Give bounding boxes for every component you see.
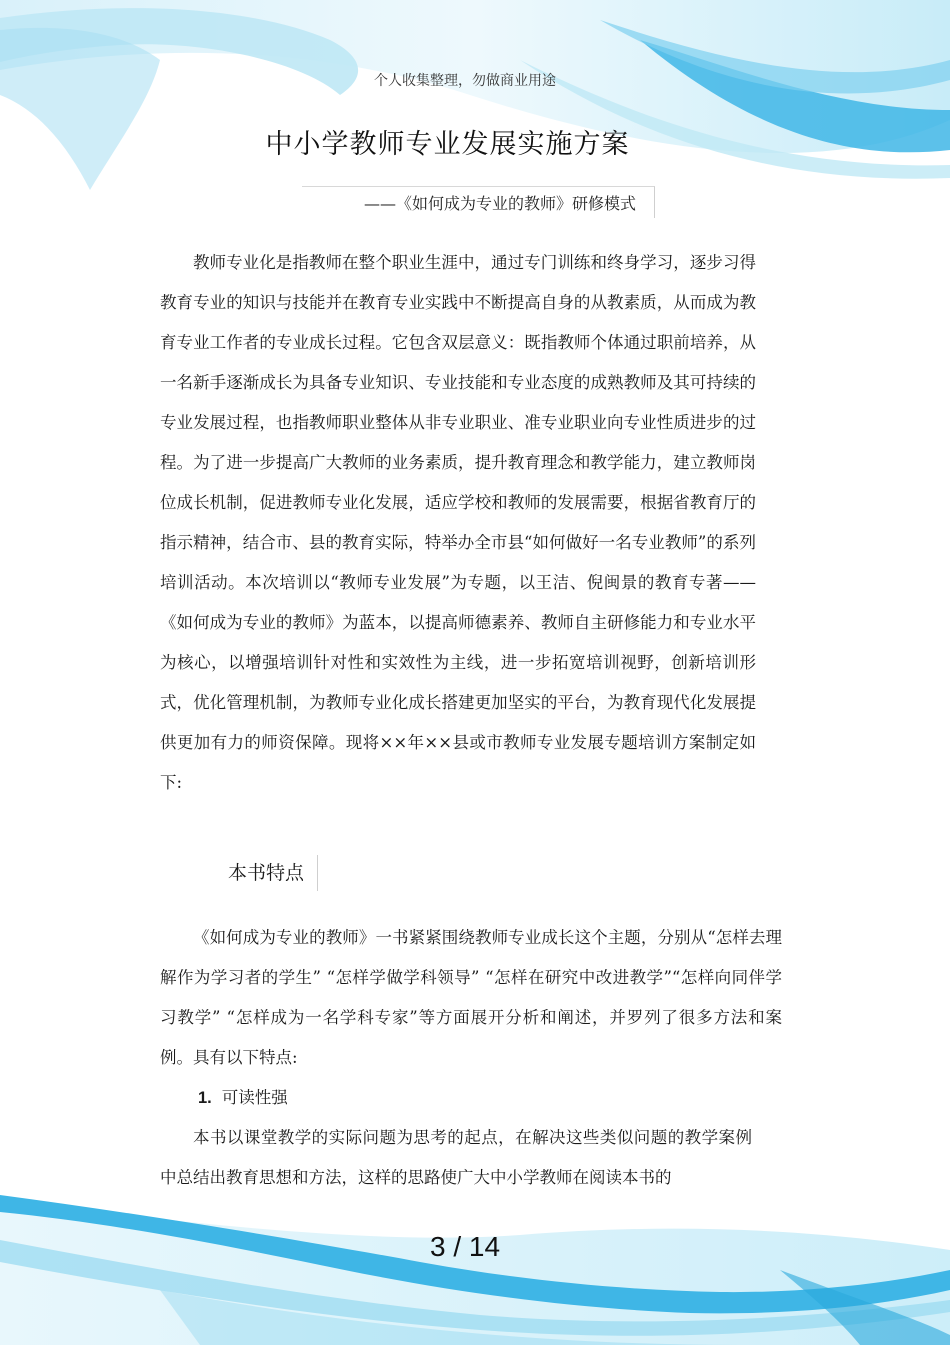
- document-title: 中小学教师专业发展实施方案: [265, 129, 630, 160]
- intro-paragraph: 教师专业化是指教师在整个职业生涯中，通过专门训练和终身学习，逐步习得教育专业的知识与技能并在教育专业实践中不断提高自身的从教素质，从而成为教育专业工作者的专业成长过程。它包含双层意义：既指教师个体通过职前培养，从一名新手逐渐成长为具备专业知识、专业技能和专业态度的成熟教师及其可持续的专业发展过程，也指教师职业整体从非专业职业、准专业职业向专业性质进步的过程。为了进一步提高广大教师的业务素质，提升教育理念和教学能力，建立教师岗位成长机制，促进教师专业化发展，适应学校和教师的发展需要，根据省教育厅的指示精神，结合市、县的教育实际，特举办全市县“如何做好一名专业教师”的系列培训活动。本次培训以“教师专业发展”为专题，以王洁、倪闽景的教育专著——《如何成为专业的教师》为蓝本，以提高师德素养、教师自主研修能力和专业水平为核心，以增强培训针对性和实效性为主线，进一步拓宽培训视野，创新培训形式，优化管理机制，为教师专业化成长搭建更加坚实的平台，为教育现代化发展提供更加有力的师资保障。现将××年××县或市教师专业发展专题培训方案制定如下:: [160, 253, 756, 792]
- document-subtitle: ——《如何成为专业的教师》研修模式: [302, 186, 655, 218]
- feature-item-paragraph: 本书以课堂教学的实际问题为思考的起点，在解决这些类似问题的教学案例中总结出教育思想和方法，这样的思路使广大中小学教师在阅读本书的: [160, 1128, 752, 1187]
- feature-item-heading: [198, 1078, 288, 1118]
- feature-item-number: 1.: [198, 1089, 212, 1107]
- section-intro-paragraph: 《如何成为专业的教师》一书紧紧围绕教师专业成长这个主题，分别从“怎样去理解作为学习者的学生” “怎样学做学科领导” “怎样在研究中改进教学”“怎样向同伴学习教学” “怎样成为一名学科专家”等方面展开分析和阐述，并罗列了很多方法和案例。具有以下特点:: [160, 928, 782, 1067]
- page-indicator: 3 / 14: [429, 1231, 501, 1262]
- section-heading: 本书特点: [228, 855, 318, 891]
- watermark-notice: 个人收集整理，勿做商业用途: [374, 73, 556, 89]
- feature-item-label: 可读性强: [221, 1088, 288, 1107]
